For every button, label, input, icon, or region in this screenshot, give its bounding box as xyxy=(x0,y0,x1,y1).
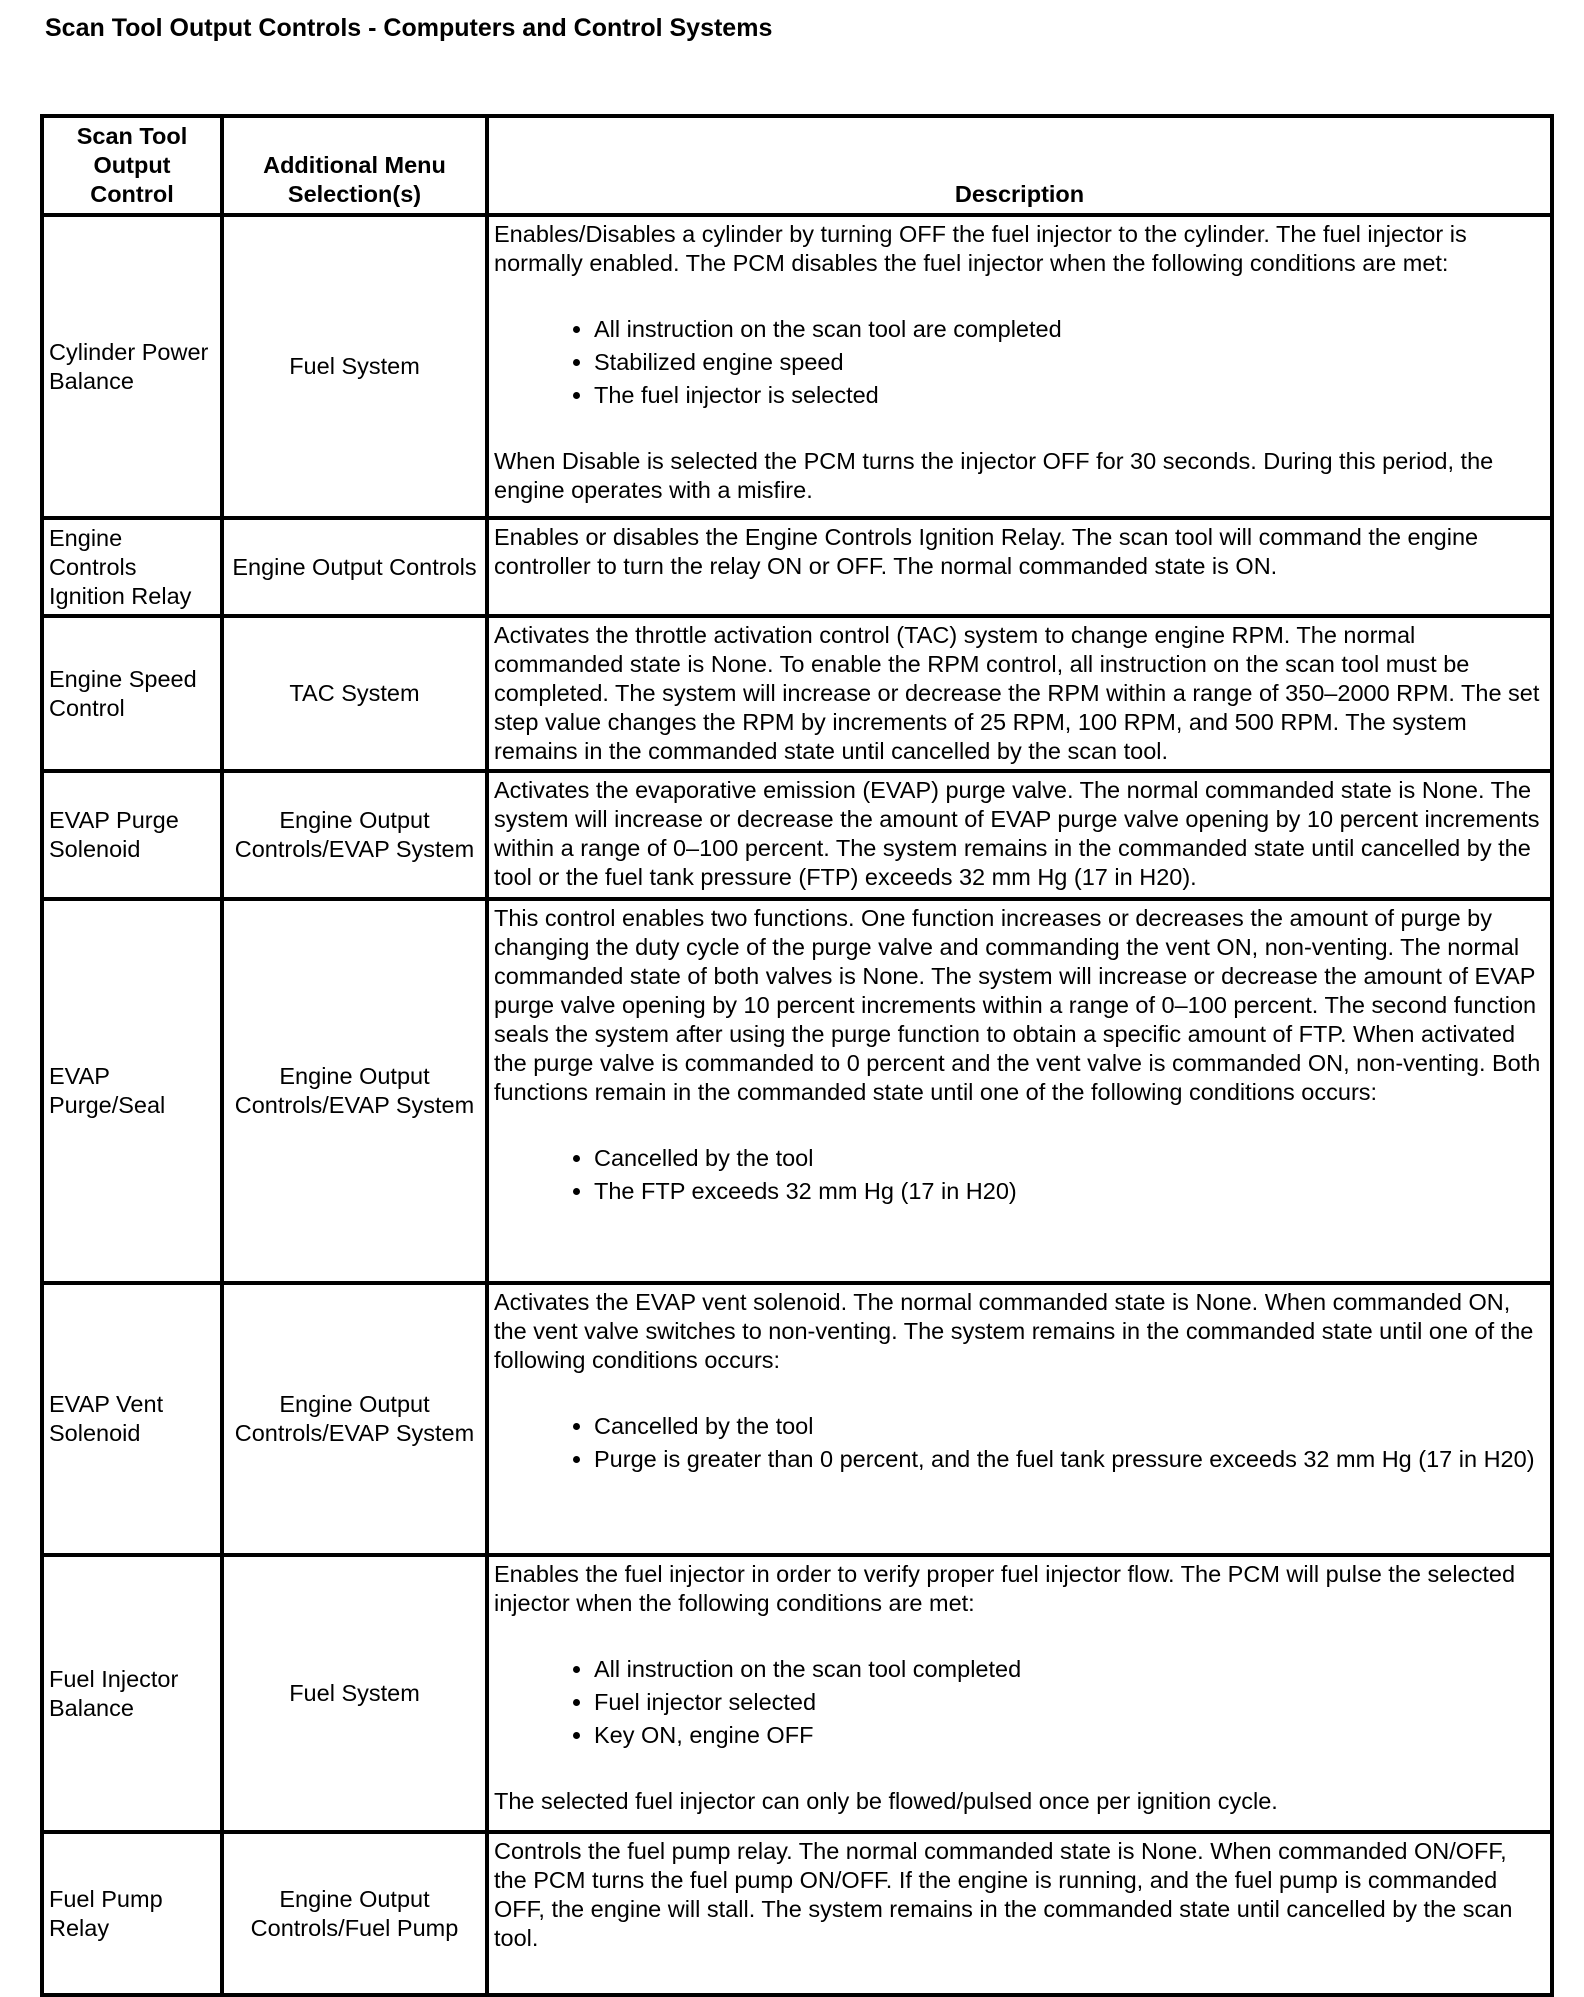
description-text: Activates the EVAP vent solenoid. The normal commanded state is None. When commanded ON, the vent valve switches to non-venting. The system remains in the commanded state until one of the following conditions occurs: xyxy=(494,1289,1534,1373)
menu-selection-cell: Engine Output Controls/EVAP System xyxy=(222,771,487,899)
condition-list xyxy=(494,1412,1545,1474)
description-note: The selected fuel injector can only be flowed/pulsed once per ignition cycle. xyxy=(494,1788,1278,1814)
condition-item: • Key ON, engine OFF xyxy=(594,1721,1545,1750)
table-row xyxy=(42,518,1552,616)
output-control-cell: Cylinder Power Balance xyxy=(42,215,222,518)
description-text: Controls the fuel pump relay. The normal commanded state is None. When commanded ON/OFF, the PCM turns the fuel pump ON/OFF. If the engine is running, and the fuel pump is commanded OFF, the engine will stall. The system remains in the commanded state until cancelled by the scan tool. xyxy=(494,1838,1513,1951)
table-row xyxy=(42,215,1552,518)
description-cell xyxy=(487,1832,1552,1995)
output-control-cell: EVAP Purge Solenoid xyxy=(42,771,222,899)
description-cell xyxy=(487,215,1552,518)
description-text: Enables the fuel injector in order to verify proper fuel injector flow. The PCM will pulse the selected injector when the following conditions are met: xyxy=(494,1561,1516,1616)
output-control-cell: Fuel Injector Balance xyxy=(42,1555,222,1832)
description-cell xyxy=(487,1555,1552,1832)
page-title: Scan Tool Output Controls - Computers and Control Systems xyxy=(45,14,773,42)
output-control-cell: Fuel Pump Relay xyxy=(42,1832,222,1995)
menu-selection-cell: Engine Output Controls xyxy=(222,518,487,616)
table-row xyxy=(42,1555,1552,1832)
table-row xyxy=(42,616,1552,771)
condition-item: • Fuel injector selected xyxy=(594,1688,1545,1717)
header-description: Description xyxy=(487,116,1552,215)
description-text: Activates the evaporative emission (EVAP) purge valve. The normal commanded state is None. The system will increase or decrease the amount of EVAP purge valve opening by 10 percent increments within a range of 0–100 percent. The system remains in the commanded state until cancelled by the tool or the fuel tank pressure (FTP) exceeds 32 mm Hg (17 in H20). xyxy=(494,777,1540,890)
description-cell xyxy=(487,771,1552,899)
condition-item: • Cancelled by the tool xyxy=(594,1412,1545,1441)
condition-list xyxy=(494,1655,1545,1750)
description-cell xyxy=(487,616,1552,771)
condition-item: • Cancelled by the tool xyxy=(594,1144,1545,1173)
table-row xyxy=(42,1832,1552,1995)
output-control-cell: Engine Controls Ignition Relay xyxy=(42,518,222,616)
description-text: Enables or disables the Engine Controls Ignition Relay. The scan tool will command the engine controller to turn the relay ON or OFF. The normal commanded state is ON. xyxy=(494,524,1479,579)
table-row xyxy=(42,1283,1552,1555)
menu-selection-cell: Fuel System xyxy=(222,1555,487,1832)
output-controls-table xyxy=(40,114,1554,1997)
output-control-cell: EVAP Purge/Seal xyxy=(42,899,222,1283)
header-control: Scan Tool Output Control xyxy=(42,116,222,215)
description-cell xyxy=(487,1283,1552,1555)
description-text: Enables/Disables a cylinder by turning OFF the fuel injector to the cylinder. The fuel injector is normally enabled. The PCM disables the fuel injector when the following conditions are met: xyxy=(494,221,1467,276)
description-cell xyxy=(487,899,1552,1283)
condition-item: • Stabilized engine speed xyxy=(594,348,1545,377)
condition-list xyxy=(494,315,1545,410)
menu-selection-cell: Engine Output Controls/EVAP System xyxy=(222,1283,487,1555)
description-cell xyxy=(487,518,1552,616)
output-control-cell: EVAP Vent Solenoid xyxy=(42,1283,222,1555)
menu-selection-cell: Engine Output Controls/EVAP System xyxy=(222,899,487,1283)
table-row xyxy=(42,899,1552,1283)
header-row xyxy=(42,116,1552,215)
condition-item: • All instruction on the scan tool are completed xyxy=(594,315,1545,344)
table-body xyxy=(42,215,1552,1995)
menu-selection-cell: Engine Output Controls/Fuel Pump xyxy=(222,1832,487,1995)
description-note: When Disable is selected the PCM turns the injector OFF for 30 seconds. During this period, the engine operates with a misfire. xyxy=(494,448,1494,503)
output-control-cell: Engine Speed Control xyxy=(42,616,222,771)
description-text: Activates the throttle activation control (TAC) system to change engine RPM. The normal commanded state is None. To enable the RPM control, all instruction on the scan tool must be completed. The system will increase or decrease the RPM within a range of 350–2000 RPM. The set step value changes the RPM by increments of 25 RPM, 100 RPM, and 500 RPM. The system remains in the commanded state until cancelled by the scan tool. xyxy=(494,622,1540,764)
header-menu: Additional Menu Selection(s) xyxy=(222,116,487,215)
condition-item: • The FTP exceeds 32 mm Hg (17 in H20) xyxy=(594,1177,1545,1206)
condition-item: • All instruction on the scan tool completed xyxy=(594,1655,1545,1684)
condition-item: • Purge is greater than 0 percent, and the fuel tank pressure exceeds 32 mm Hg (17 in H20) xyxy=(594,1445,1545,1474)
table-row xyxy=(42,771,1552,899)
menu-selection-cell: TAC System xyxy=(222,616,487,771)
condition-list xyxy=(494,1144,1545,1206)
condition-item: • The fuel injector is selected xyxy=(594,381,1545,410)
description-text: This control enables two functions. One function increases or decreases the amount of purge by changing the duty cycle of the purge valve and commanding the vent ON, non-venting. The normal commanded state of both valves is None. The system will increase or decrease the amount of EVAP purge valve opening by 10 percent increments within a range of 0–100 percent. The second function seals the system after using the purge function to obtain a specific amount of FTP. When activated the purge valve is commanded to 0 percent and the vent valve is commanded ON, non-venting. Both functions remain in the commanded state until one of the following conditions occurs: xyxy=(494,905,1541,1105)
menu-selection-cell: Fuel System xyxy=(222,215,487,518)
